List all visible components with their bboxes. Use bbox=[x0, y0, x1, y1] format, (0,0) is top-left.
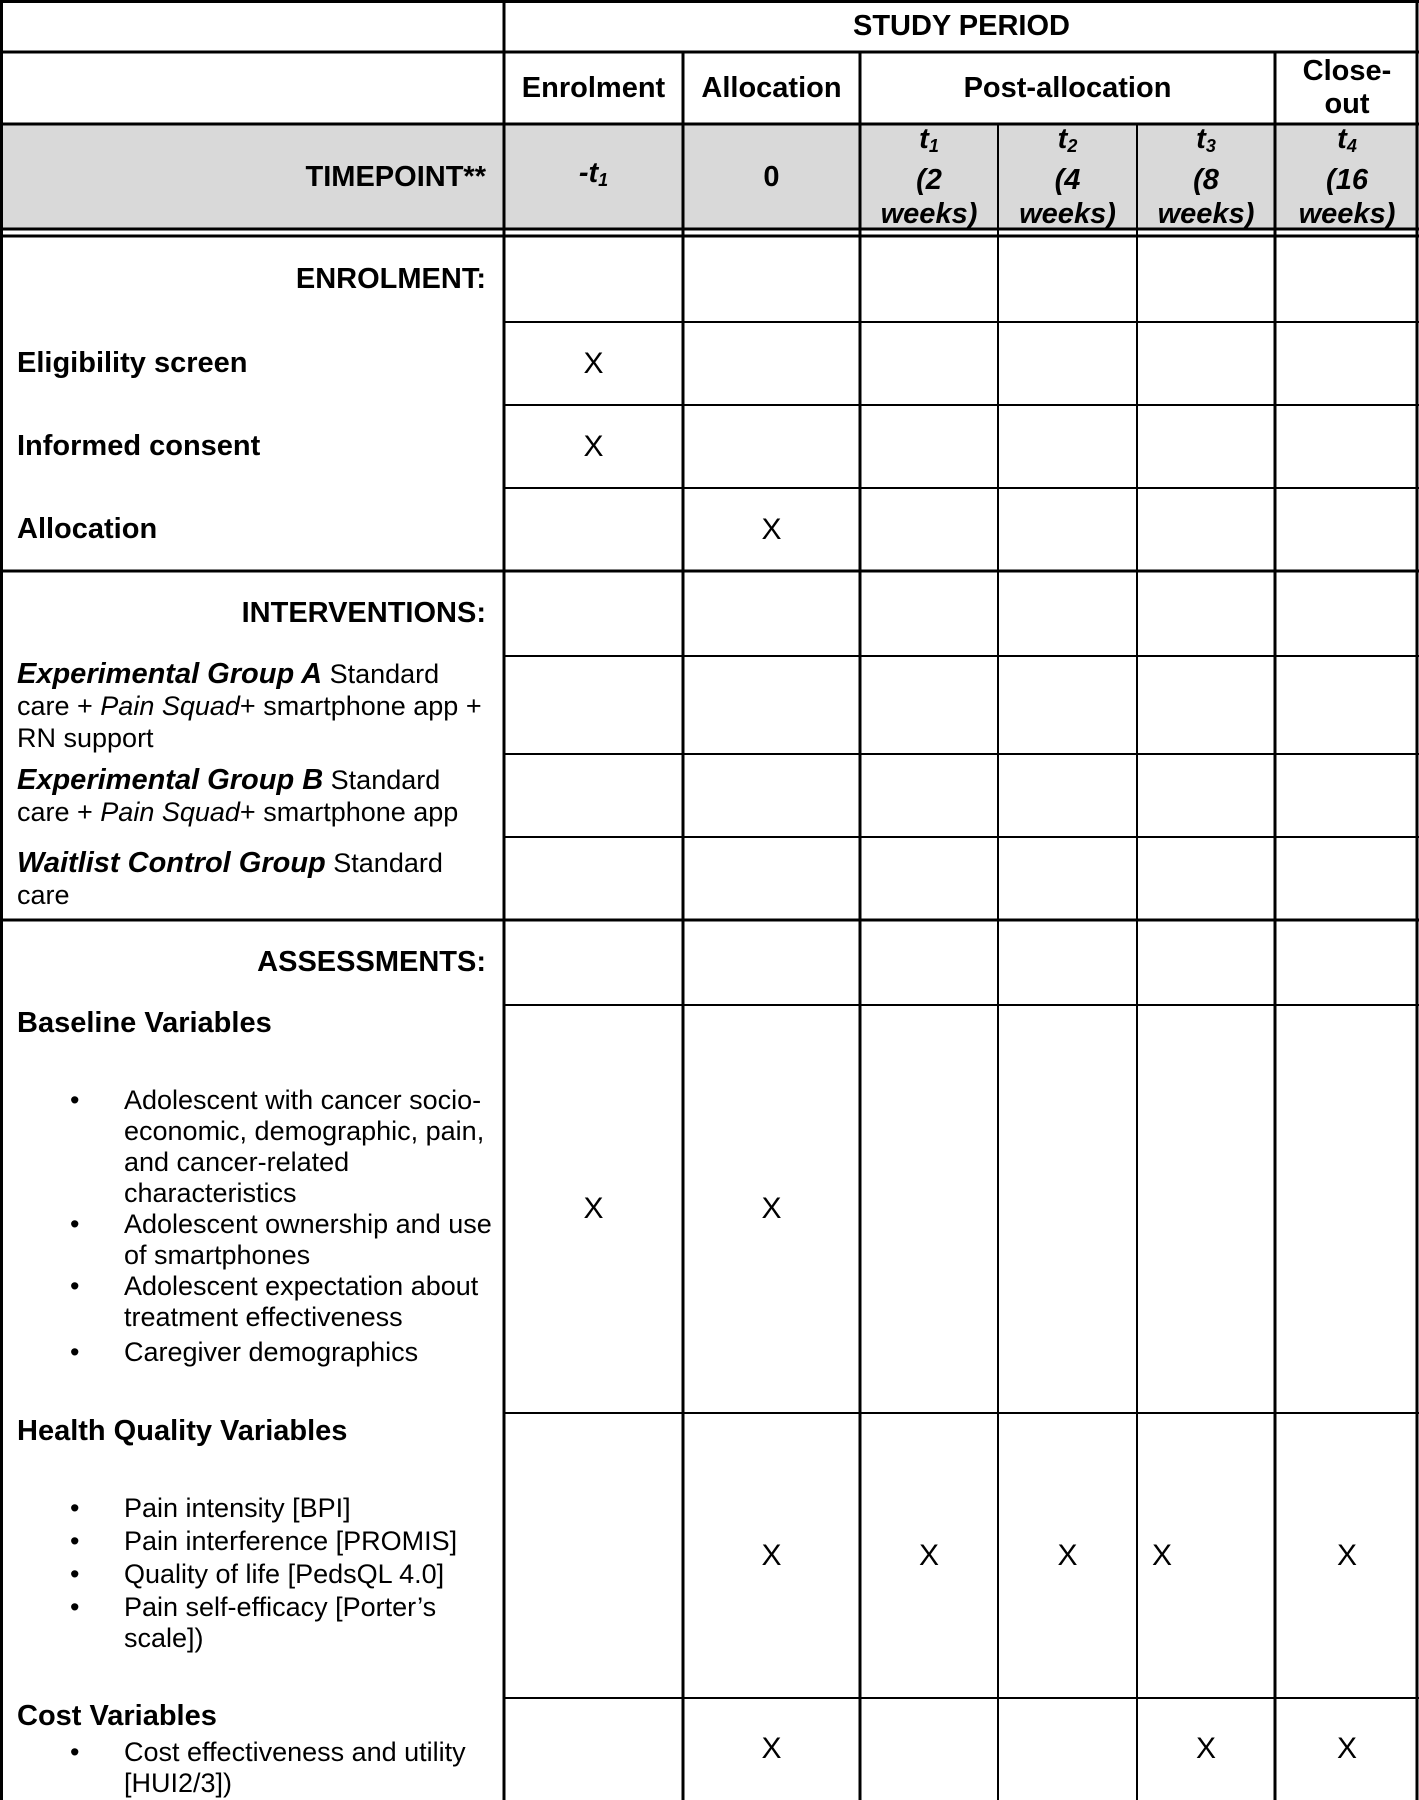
list-item: • Pain interference [PROMIS] bbox=[70, 1526, 458, 1556]
mark-allocation-allocation: X bbox=[761, 512, 782, 546]
timepoint-label: TIMEPOINT** bbox=[305, 160, 486, 193]
post-allocation-column-header: Post-allocation bbox=[963, 72, 1172, 104]
interventions-section-heading: INTERVENTIONS: bbox=[241, 597, 486, 629]
eligibility-screen-label: Eligibility screen bbox=[17, 347, 248, 379]
enrolment-column-header: Enrolment bbox=[521, 72, 666, 104]
mark-cost-allocation: X bbox=[761, 1732, 782, 1765]
group-b-app: Pain Squad bbox=[100, 797, 240, 827]
mark-eligibility-enrolment: X bbox=[583, 346, 604, 380]
group-b-text2: + smartphone app bbox=[239, 797, 459, 827]
close-out-column-header bbox=[1275, 52, 1419, 124]
group-b-text1: Standard care + bbox=[17, 765, 441, 827]
mark-consent-enrolment: X bbox=[583, 429, 604, 463]
baseline-variables-list bbox=[0, 1085, 504, 1368]
assessments-section-heading: ASSESSMENTS: bbox=[257, 946, 486, 978]
mark-cost-t4: X bbox=[1336, 1732, 1357, 1765]
tp-t1-sub: 1 bbox=[928, 136, 939, 156]
cost-variables-list bbox=[0, 1737, 504, 1799]
cost-variables-title: Cost Variables bbox=[17, 1700, 217, 1732]
close-out-line1: Close- bbox=[1302, 55, 1392, 87]
timepoint-t4 bbox=[1275, 124, 1419, 229]
mark-baseline-enrolment: X bbox=[583, 1192, 604, 1225]
mark-baseline-allocation: X bbox=[761, 1192, 782, 1225]
experimental-group-b bbox=[17, 764, 487, 828]
tp-enrol-sub: 1 bbox=[598, 170, 609, 190]
timepoint-allocation: 0 bbox=[763, 160, 780, 193]
tp-t1-l3: weeks) bbox=[880, 198, 978, 230]
list-item: • Pain self-efficacy [Porter’s scale]) bbox=[70, 1592, 437, 1653]
group-a-app: Pain Squad bbox=[100, 691, 240, 721]
tp-t4-l3: weeks) bbox=[1298, 198, 1396, 230]
mark-health-allocation: X bbox=[761, 1538, 782, 1572]
waitlist-control-group bbox=[17, 847, 487, 911]
timepoint-t2 bbox=[998, 124, 1137, 229]
informed-consent-label: Informed consent bbox=[17, 430, 261, 462]
tp-t3-sub: 3 bbox=[1205, 136, 1216, 156]
experimental-group-a bbox=[17, 658, 487, 754]
control-text: Standard care bbox=[17, 848, 443, 910]
group-a-text2: + smartphone app + RN support bbox=[17, 691, 482, 753]
group-a-text1: Standard care + bbox=[17, 659, 440, 721]
tp-t3-l2: (8 bbox=[1193, 164, 1219, 196]
mark-health-t4: X bbox=[1336, 1538, 1357, 1572]
tp-t3-l3: weeks) bbox=[1157, 198, 1255, 230]
group-a-name: Experimental Group A bbox=[17, 658, 323, 690]
list-item: • Caregiver demographics bbox=[70, 1337, 419, 1367]
tp-enrol-prefix: -t bbox=[578, 157, 599, 189]
mark-cost-t3: X bbox=[1195, 1732, 1216, 1765]
timepoint-t3 bbox=[1137, 124, 1275, 229]
allocation-column-header: Allocation bbox=[701, 72, 842, 104]
tp-t2-t: t bbox=[1057, 123, 1068, 155]
list-item: • Adolescent with cancer socio-economic, demographic, pain, and cancer-related characteristics bbox=[70, 1085, 485, 1208]
control-name: Waitlist Control Group bbox=[17, 847, 326, 879]
study-period-header: STUDY PERIOD bbox=[852, 10, 1070, 42]
close-out-line2: out bbox=[1324, 88, 1370, 120]
mark-health-t2: X bbox=[1057, 1538, 1078, 1572]
group-b-name: Experimental Group B bbox=[17, 764, 324, 796]
tp-t4-l2: (16 bbox=[1326, 164, 1368, 196]
health-quality-variables-list bbox=[0, 1493, 504, 1654]
list-item: • Quality of life [PedsQL 4.0] bbox=[70, 1559, 445, 1589]
timepoint-t1 bbox=[860, 124, 998, 229]
tp-t4-sub: 4 bbox=[1346, 136, 1357, 156]
tp-t2-sub: 2 bbox=[1067, 136, 1078, 156]
allocation-row-label: Allocation bbox=[17, 513, 158, 545]
mark-health-t1: X bbox=[918, 1538, 939, 1572]
timepoint-enrolment bbox=[504, 124, 683, 229]
tp-t4-t: t bbox=[1337, 123, 1347, 155]
list-item: • Adolescent ownership and use of smartphones bbox=[70, 1209, 492, 1270]
list-item: • Pain intensity [BPI] bbox=[70, 1493, 351, 1523]
baseline-variables-title: Baseline Variables bbox=[17, 1007, 272, 1039]
health-quality-variables-title: Health Quality Variables bbox=[17, 1415, 348, 1447]
tp-t3-t: t bbox=[1196, 123, 1206, 155]
tp-t2-l3: weeks) bbox=[1019, 198, 1116, 230]
list-item: • Adolescent expectation about treatment effectiveness bbox=[70, 1271, 479, 1332]
enrolment-section-heading: ENROLMENT: bbox=[295, 262, 486, 295]
tp-t1-t: t bbox=[919, 123, 929, 155]
list-item: • Cost effectiveness and utility [HUI2/3]) bbox=[70, 1737, 466, 1798]
tp-t2-l2: (4 bbox=[1054, 164, 1081, 196]
mark-health-t3: X bbox=[1151, 1538, 1172, 1572]
tp-t1-l2: (2 bbox=[916, 164, 942, 196]
